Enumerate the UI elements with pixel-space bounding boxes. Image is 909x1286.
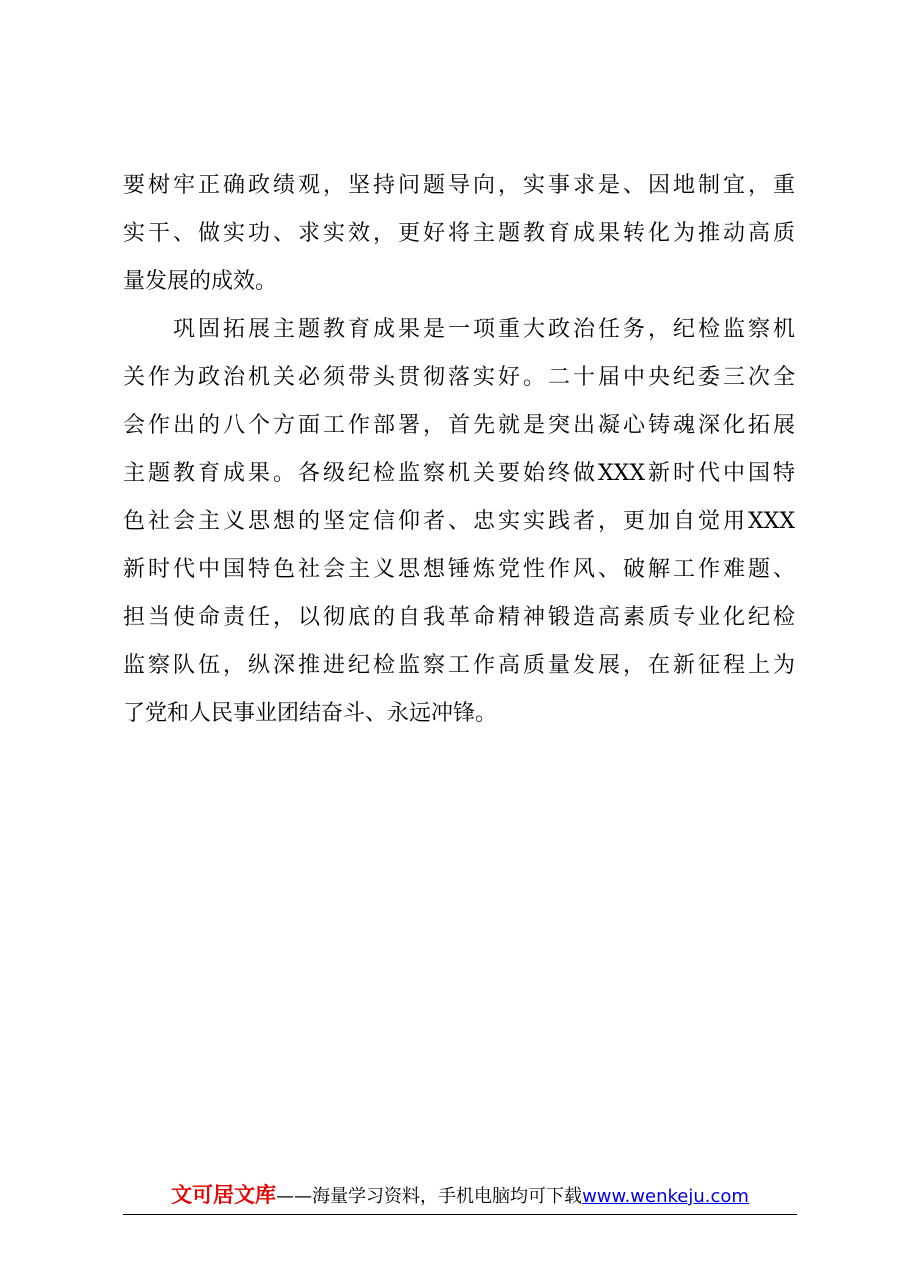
text-line: 新时代中国特色社会主义思想锤炼党性作风、破解工作难题、 bbox=[123, 557, 795, 582]
text-line: 色社会主义思想的坚定信仰者、忠实实践者，更加自觉用XXX bbox=[123, 509, 795, 534]
text-line: 量发展的成效。 bbox=[123, 269, 278, 294]
text-line: 实干、做实功、求实效，更好将主题教育成果转化为推动高质 bbox=[123, 221, 795, 246]
text-line: 会作出的八个方面工作部署，首先就是突出凝心铸魂深化拓展 bbox=[123, 413, 795, 438]
footer-link[interactable]: www.wenkeju.com bbox=[582, 1186, 749, 1207]
text-line: 要树牢正确政绩观，坚持问题导向，实事求是、因地制宜，重 bbox=[123, 173, 795, 198]
text-line: 担当使命责任，以彻底的自我革命精神锻造高素质专业化纪检 bbox=[123, 605, 795, 630]
footer-slogan: ——海量学习资料，手机电脑均可下载 bbox=[276, 1186, 583, 1207]
footer-text bbox=[123, 1180, 797, 1212]
text-line: 主题教育成果。各级纪检监察机关要始终做XXX新时代中国特 bbox=[123, 461, 795, 486]
footer-brand: 文可居文库 bbox=[171, 1183, 277, 1207]
page-footer bbox=[123, 1180, 797, 1215]
document-body bbox=[123, 162, 795, 738]
text-line: 关作为政治机关必须带头贯彻落实好。二十届中央纪委三次全 bbox=[123, 365, 795, 390]
text-line: 了党和人民事业团结奋斗、永远冲锋。 bbox=[123, 701, 498, 726]
footer-divider bbox=[123, 1214, 797, 1215]
text-line: 监察队伍，纵深推进纪检监察工作高质量发展，在新征程上为 bbox=[123, 653, 795, 678]
text-line: 巩固拓展主题教育成果是一项重大政治任务，纪检监察机 bbox=[123, 317, 795, 342]
